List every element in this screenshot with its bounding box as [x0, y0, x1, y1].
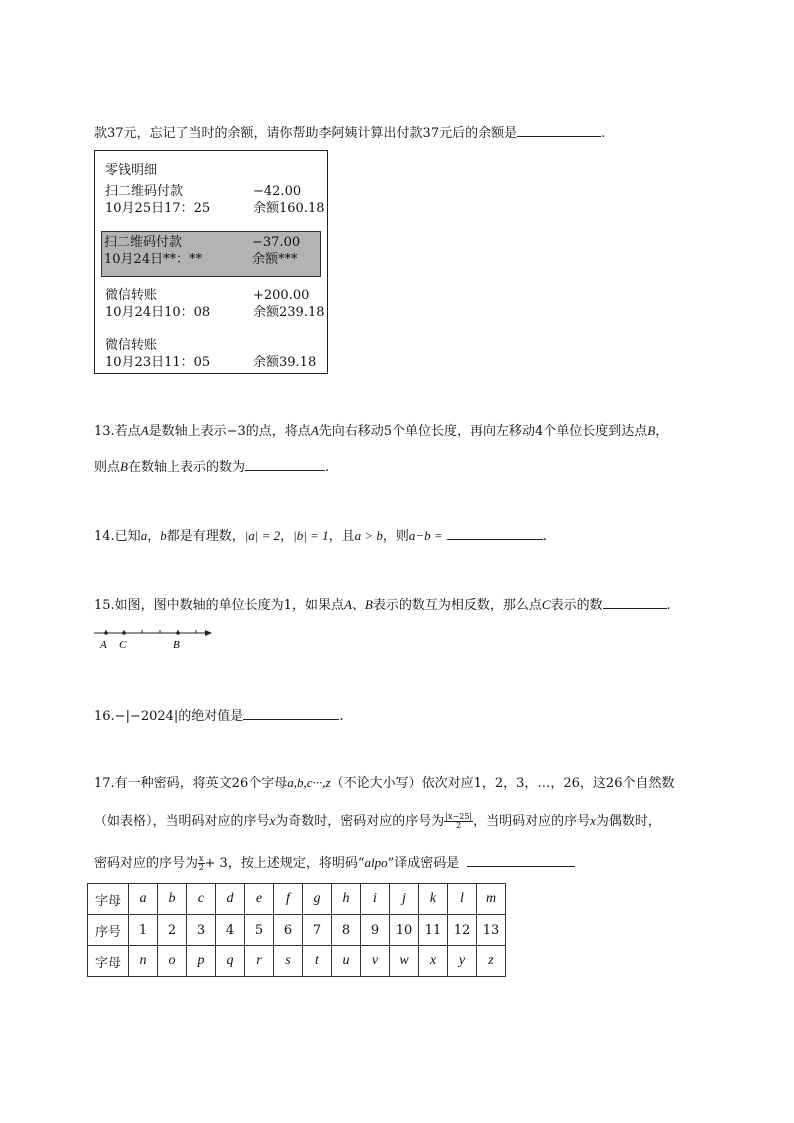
q17-text: ”译成密码是 [387, 856, 460, 871]
table-cell: u [332, 946, 361, 977]
point-c-dot [122, 631, 126, 635]
number-line-figure [94, 625, 218, 655]
entry-label: 扫二维码付款 [104, 235, 183, 250]
row-header: 字母 [88, 884, 129, 915]
fraction-abs-x-minus-25-over-2 [444, 813, 473, 830]
table-row [88, 884, 506, 915]
fraction-numerator: |x−25| [445, 812, 473, 821]
abs-a-expr: |a| = 2 [244, 528, 281, 543]
table-cell: 2 [158, 915, 187, 946]
q13-text: 13.若点 [94, 424, 141, 439]
q16-text: 16.−|−2024|的绝对值是 [94, 709, 244, 724]
table-cell: y [448, 946, 477, 977]
entry-balance: 余额*** [252, 252, 298, 267]
var-x: x [590, 813, 596, 828]
q12-line [94, 122, 605, 143]
table-cell: b [158, 884, 187, 915]
table-row [88, 946, 506, 977]
table-cell: j [390, 884, 419, 915]
table-cell: x [419, 946, 448, 977]
table-cell: 13 [477, 915, 506, 946]
inequality-expr: a > b [354, 528, 383, 543]
table-cell: h [332, 884, 361, 915]
q12-answer-blank[interactable] [517, 122, 601, 137]
entry-time: 10月24日10：08 [105, 305, 211, 320]
wallet-entry [103, 335, 319, 375]
fraction-numerator: x [199, 854, 204, 863]
table-cell: 5 [245, 915, 274, 946]
q13-answer-blank[interactable] [245, 456, 325, 471]
entry-balance: 余额160.18 [253, 201, 325, 216]
var-a: A [343, 597, 352, 612]
table-cell: 8 [332, 915, 361, 946]
q17-line1 [94, 774, 674, 793]
q17-answer-blank[interactable] [467, 852, 575, 867]
q14-text: ，且 [328, 529, 355, 544]
entry-amount: −37.00 [252, 235, 301, 250]
table-cell: o [158, 946, 187, 977]
var-b: B [364, 597, 373, 612]
var-a: a [140, 528, 148, 543]
table-cell: w [390, 946, 419, 977]
fraction-denominator: 2 [456, 821, 462, 830]
var-b: B [647, 423, 656, 438]
var-c: C [541, 597, 551, 612]
table-cell: d [216, 884, 245, 915]
plaintext-word: alpo [364, 855, 388, 870]
table-cell: 3 [187, 915, 216, 946]
table-row [88, 915, 506, 946]
q13-text: 则点 [94, 460, 121, 475]
q17-text: 17.有一种密码，将英文26个字母 [94, 776, 288, 791]
q14-end: . [542, 529, 547, 544]
table-cell: m [477, 884, 506, 915]
q14-answer-blank[interactable] [447, 525, 543, 540]
table-cell: a [129, 884, 158, 915]
table-cell: 6 [274, 915, 303, 946]
q15-text: 、 [351, 598, 365, 613]
q13-text: 先向右移动5个单位长度，再向左移动4个单位长度到达点 [318, 424, 648, 439]
entry-label: 微信转账 [105, 288, 158, 303]
difference-expr: a−b = [408, 528, 443, 543]
q17-line3 [94, 852, 575, 873]
table-cell: 10 [390, 915, 419, 946]
q15-end: . [666, 598, 671, 613]
q13-text: ， [655, 424, 669, 439]
q16-end: . [339, 709, 344, 724]
table-cell: g [303, 884, 332, 915]
q14-text: ， [280, 529, 294, 544]
var-a: A [140, 423, 149, 438]
row-header: 字母 [88, 946, 129, 977]
q14-text: 14.已知 [94, 529, 141, 544]
entry-label: 扫二维码付款 [105, 184, 184, 199]
table-cell: 4 [216, 915, 245, 946]
q17-text: （如表格），当明码对应的序号 [94, 814, 270, 829]
table-cell: 7 [303, 915, 332, 946]
table-cell: 1 [129, 915, 158, 946]
q16-answer-blank[interactable] [243, 705, 339, 720]
fraction-denominator: 2 [198, 863, 204, 872]
q17-text: + 3，按上述规定，将明码“ [204, 856, 365, 871]
q13-text: 在数轴上表示的数为 [127, 460, 245, 475]
table-cell: c [187, 884, 216, 915]
q12-end: . [601, 126, 606, 141]
q17-line2 [94, 812, 661, 831]
table-cell: s [274, 946, 303, 977]
q15-text: 15.如图，图中数轴的单位长度为1，如果点 [94, 598, 344, 613]
table-cell: l [448, 884, 477, 915]
table-cell: f [274, 884, 303, 915]
wallet-entry-highlighted [101, 231, 321, 277]
table-cell: e [245, 884, 274, 915]
table-cell: z [477, 946, 506, 977]
letters-var: a,b,c···,z [287, 775, 331, 790]
q17-text: 密码对应的序号为 [94, 856, 199, 871]
entry-balance: 余额239.18 [253, 305, 325, 320]
q17-text: （不论大小写）依次对应1，2，3，…，26，这26个自然数 [330, 776, 675, 791]
var-b: b [160, 528, 167, 543]
wallet-detail-box [94, 150, 328, 374]
point-a-label: A [100, 639, 107, 651]
entry-time: 10月23日11：05 [105, 355, 211, 370]
table-cell: 12 [448, 915, 477, 946]
q17-text: ，当明码对应的序号 [473, 814, 591, 829]
table-cell: 9 [361, 915, 390, 946]
var-a: A [310, 423, 319, 438]
q13-line2 [94, 456, 329, 477]
table-cell: r [245, 946, 274, 977]
point-b-dot [176, 631, 180, 635]
row-header: 序号 [88, 915, 129, 946]
table-cell: k [419, 884, 448, 915]
var-x: x [269, 813, 276, 828]
q15-text: 表示的数 [550, 598, 603, 613]
table-cell: n [129, 946, 158, 977]
q14-text: 都是有理数， [166, 529, 245, 544]
table-cell: 11 [419, 915, 448, 946]
entry-time: 10月24日**：** [104, 252, 203, 267]
q15-text: 表示的数互为相反数，那么点 [372, 598, 542, 613]
q13-end: . [324, 460, 330, 475]
q12-text: 款37元，忘记了当时的余额，请你帮助李阿姨计算出付款37元后的余额是 [94, 126, 518, 141]
entry-amount: −42.00 [253, 184, 302, 199]
table-cell: p [187, 946, 216, 977]
entry-amount: +200.00 [253, 288, 310, 303]
wallet-entry [103, 181, 325, 221]
entry-time: 10月25日17：25 [105, 201, 211, 216]
table-cell: i [361, 884, 390, 915]
q16-line [94, 705, 343, 726]
q15-answer-blank[interactable] [603, 594, 667, 609]
wallet-title: 零钱明细 [105, 163, 158, 178]
table-cell: v [361, 946, 390, 977]
q14-text: ， [147, 529, 161, 544]
table-cell: q [216, 946, 245, 977]
entry-label: 微信转账 [105, 338, 158, 353]
q15-line [94, 594, 671, 615]
point-b-label: B [173, 639, 180, 651]
point-c-label: C [119, 639, 127, 651]
q17-text: 为奇数时，密码对应的序号为 [275, 814, 445, 829]
q14-text: ，则 [382, 529, 409, 544]
letter-number-table [87, 883, 506, 977]
arrow-icon [205, 630, 212, 636]
abs-b-expr: |b| = 1 [293, 528, 329, 543]
var-b: B [120, 459, 128, 474]
q13-line1 [94, 422, 668, 441]
point-a-dot [104, 631, 108, 635]
table-cell: t [303, 946, 332, 977]
q17-text: 为偶数时， [595, 814, 661, 829]
entry-balance: 余额39.18 [253, 355, 317, 370]
wallet-entry [103, 285, 325, 325]
q14-line [94, 525, 547, 546]
q13-text: 是数轴上表示−3的点，将点 [148, 424, 311, 439]
